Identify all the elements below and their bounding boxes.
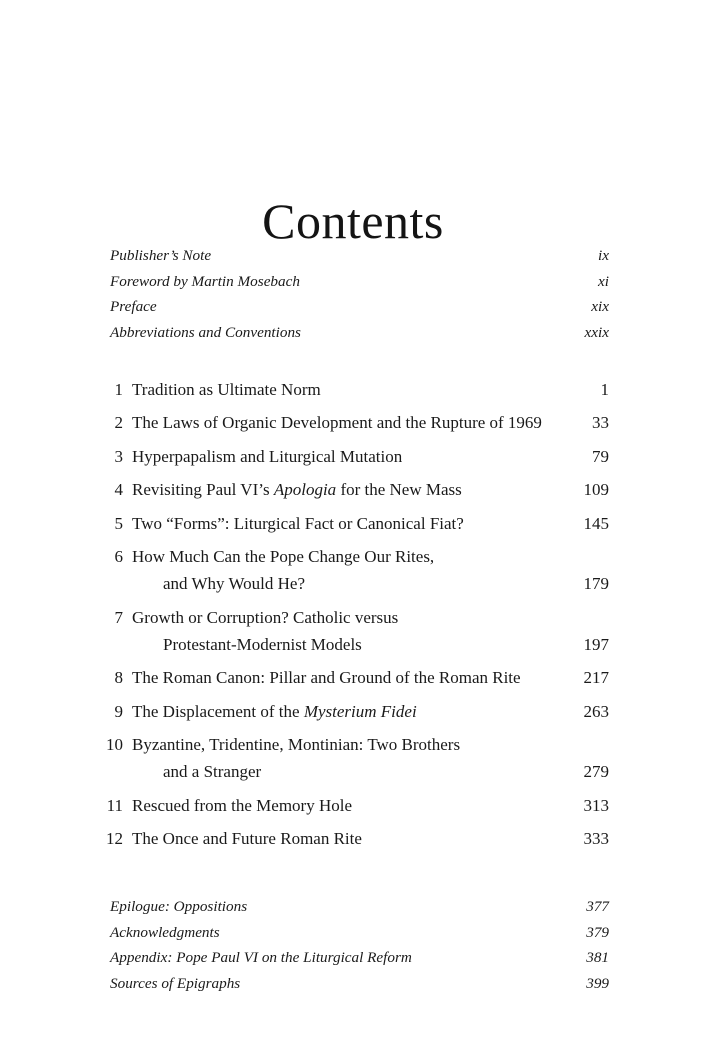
chapter-title: Rescued from the Memory Hole: [132, 795, 352, 815]
entry-label: Publisher’s Note: [110, 247, 212, 264]
chapter-entry[interactable]: [97, 381, 609, 415]
spacer-front-matter: [97, 351, 609, 381]
page-number: 197: [583, 634, 609, 654]
chapter-number: 7: [114, 607, 123, 627]
chapter-title-line2: Protestant-Modernist Models: [163, 634, 362, 654]
back-matter-entry[interactable]: [97, 950, 609, 976]
chapter-title-line2: and Why Would He?: [163, 574, 306, 594]
entry-label: Epilogue: Oppositions: [110, 897, 248, 915]
chapter-entry[interactable]: [97, 830, 609, 864]
spacer-back-matter: [97, 864, 609, 899]
chapter-title: Revisiting Paul VI’s Apologia for the New Mass: [132, 480, 462, 500]
page-number: 333: [583, 829, 609, 849]
page-number: 1: [600, 379, 609, 399]
page-number: 145: [583, 513, 609, 533]
chapter-title: The Displacement of the Mysterium Fidei: [132, 701, 417, 721]
front-matter-entry[interactable]: [97, 274, 609, 300]
chapter-number: 10: [106, 735, 123, 755]
page-number: 279: [583, 762, 609, 782]
page-number: 33: [592, 413, 609, 433]
chapter-entry[interactable]: [97, 797, 609, 831]
front-matter-list: [97, 248, 609, 351]
entry-label: Abbreviations and Conventions: [110, 324, 301, 342]
back-matter-list: [97, 899, 609, 1002]
page-number: 217: [583, 668, 609, 688]
back-matter-entry[interactable]: [97, 976, 609, 1002]
entry-label: Preface: [110, 298, 157, 316]
chapter-entry[interactable]: [97, 515, 609, 549]
front-matter-entry[interactable]: [97, 325, 609, 351]
chapter-title: Tradition as Ultimate Norm: [132, 379, 321, 399]
chapter-title-italic: Mysterium Fidei: [303, 701, 417, 721]
page-number: 179: [583, 574, 609, 594]
chapter-list: [97, 381, 609, 864]
chapter-entry[interactable]: [97, 669, 609, 703]
table-of-contents: [97, 248, 609, 1002]
chapter-number: 5: [114, 513, 123, 533]
chapter-entry[interactable]: [97, 609, 609, 670]
page-title: Contents: [262, 192, 444, 249]
entry-label: Foreword by Martin Mosebach: [110, 272, 300, 290]
chapter-title: Growth or Corruption? Catholic versus Protestant-Modernist Models: [123, 609, 565, 653]
chapter-entry[interactable]: [97, 414, 609, 448]
back-matter-entry[interactable]: [97, 899, 609, 925]
chapter-number: 3: [114, 446, 123, 466]
chapter-number: 8: [114, 668, 123, 688]
chapter-title-line2: and a Stranger: [163, 762, 262, 782]
front-matter-entry[interactable]: [97, 299, 609, 325]
page-number: 377: [586, 897, 609, 915]
chapter-title: Byzantine, Tridentine, Montinian: Two Brothers and a Stranger: [123, 736, 565, 780]
chapter-title-italic: Apologia: [273, 480, 337, 500]
entry-label: Acknowledgments: [110, 923, 220, 941]
page-number: xix: [591, 298, 609, 316]
chapter-title: Two “Forms”: Liturgical Fact or Canonical Fiat?: [132, 513, 464, 533]
chapter-number: 2: [114, 413, 123, 433]
chapter-number: 6: [114, 547, 123, 567]
chapter-title: The Laws of Organic Development and the Rupture of 1969: [132, 413, 542, 433]
chapter-number: 12: [106, 829, 123, 849]
chapter-number: 4: [114, 480, 123, 500]
page-number: 379: [586, 923, 609, 941]
page-number: 399: [586, 974, 609, 992]
page-number: 263: [583, 701, 609, 721]
chapter-entry[interactable]: [97, 448, 609, 482]
chapter-number: 9: [114, 701, 123, 721]
entry-label: Sources of Epigraphs: [110, 974, 241, 992]
back-matter-entry[interactable]: [97, 925, 609, 951]
page-number: 313: [583, 795, 609, 815]
chapter-entry[interactable]: [97, 548, 609, 609]
chapter-number: 11: [106, 795, 123, 815]
front-matter-entry[interactable]: [97, 248, 609, 274]
page-number: xxix: [584, 324, 609, 342]
chapter-entry[interactable]: [97, 703, 609, 737]
chapter-title: The Roman Canon: Pillar and Ground of the Roman Rite: [132, 668, 521, 688]
chapter-entry[interactable]: [97, 481, 609, 515]
page-number: ix: [598, 247, 609, 264]
chapter-title: How Much Can the Pope Change Our Rites, and Why Would He?: [123, 548, 565, 592]
chapter-number: 1: [114, 379, 123, 399]
chapter-entry[interactable]: [97, 736, 609, 797]
page-number: xi: [598, 272, 609, 290]
page-number: 79: [592, 446, 609, 466]
page-number: 381: [586, 949, 609, 967]
chapter-title: The Once and Future Roman Rite: [132, 829, 362, 849]
entry-label: Appendix: Pope Paul VI on the Liturgical Reform: [110, 949, 412, 967]
chapter-title: Hyperpapalism and Liturgical Mutation: [132, 446, 403, 466]
page-number: 109: [583, 480, 609, 500]
